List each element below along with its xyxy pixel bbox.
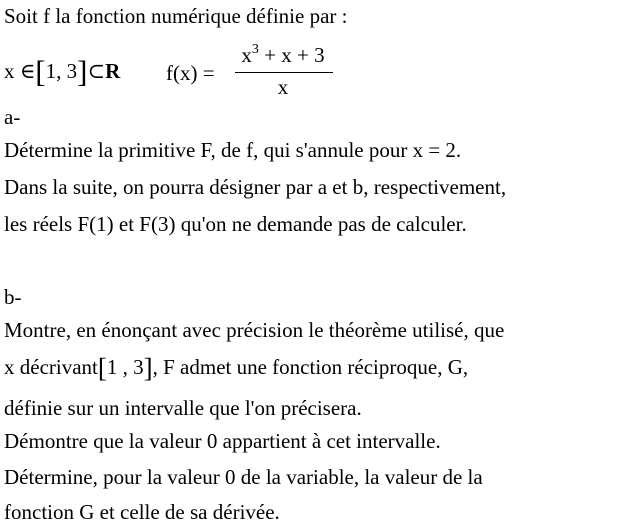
part-b-line-6: fonction G et celle de sa dérivée.: [4, 500, 280, 524]
domain-statement: [4, 54, 121, 89]
part-a-line-3: les réels F(1) et F(3) qu'on ne demande pas de calculer.: [4, 212, 467, 236]
part-b-line-3: définie sur un intervalle que l'on précisera.: [4, 396, 362, 420]
fraction-numerator: $x^3 + x + 3$: [241, 42, 325, 67]
part-b-line-5: Détermine, pour la valeur 0 de la variable, la valeur de la: [4, 465, 483, 489]
exponent: 3: [251, 42, 259, 57]
part-a-label: a-: [4, 105, 21, 129]
intro-text: Soit f la fonction numérique définie par :: [4, 4, 348, 28]
interval-end: 3: [66, 59, 78, 83]
interval-text: 1 , 3: [106, 355, 144, 379]
interval-start: 1: [45, 59, 57, 83]
part-b-label: b-: [4, 285, 22, 309]
fraction-denominator: x: [277, 75, 289, 99]
fraction-bar: [235, 72, 333, 73]
part-b-line-2: x décrivant[1 , 3], F admet une fonction réciproque, G,: [4, 353, 469, 383]
function-lhs: f(x) =: [166, 61, 215, 85]
subset-symbol: ⊂: [87, 59, 106, 83]
element-of-symbol: ∈: [19, 59, 36, 83]
right-bracket: ]: [77, 54, 88, 89]
part-b-line-1: Montre, en énonçant avec précision le théorème utilisé, que: [4, 318, 505, 342]
interval-sep: ,: [56, 59, 67, 83]
part-b-line-4: Démontre que la valeur 0 appartient à cet intervalle.: [4, 429, 441, 453]
domain-var: x: [4, 59, 15, 83]
left-bracket: [: [35, 54, 46, 89]
reals-symbol: R: [105, 59, 121, 83]
part-a-line-2: Dans la suite, on pourra désigner par a et b, respectivement,: [4, 175, 507, 199]
part-a-line-1: Détermine la primitive F, de f, qui s'annule pour x = 2.: [4, 138, 462, 162]
